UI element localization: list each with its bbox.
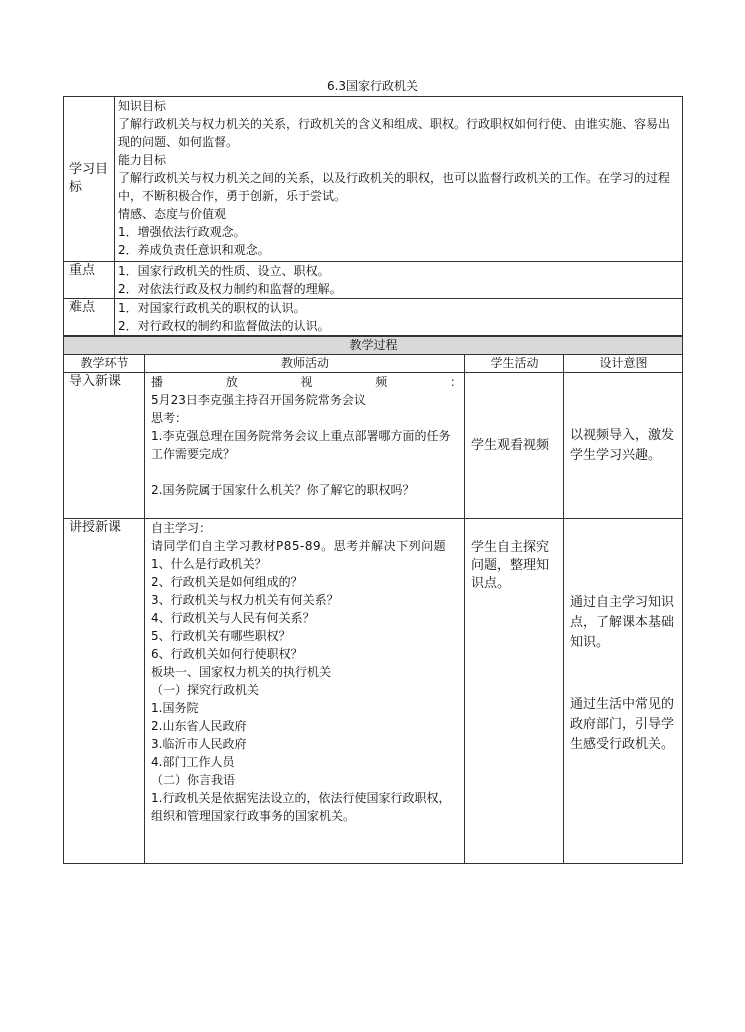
key-point-line: 1．国家行政机关的性质、设立、职权。 [118, 264, 330, 278]
student-line: 学生观看视频 [471, 437, 550, 453]
objective-line: 知识目标 [118, 99, 167, 113]
header-teacher: 教师活动 [145, 355, 465, 373]
objective-line: 了解行政机关与权力机关之间的关系，以及行政机关的职权，也可以监督行政机关的工作。在学习的过程中，不断积极合作，勇于创新，乐于尝试。 [118, 171, 671, 203]
stage-cell: 导入新课 [64, 373, 145, 519]
teacher-line [151, 463, 462, 481]
objective-line: 情感、态度与价值观 [118, 207, 227, 221]
teacher-line: 3.临沂市人民政府 [151, 737, 247, 751]
teacher-line: 播放视频： [151, 375, 462, 389]
objectives-content [115, 97, 683, 262]
teacher-line: 2.山东省人民政府 [151, 719, 247, 733]
header-intent: 设计意图 [564, 355, 683, 373]
intent-line: 通过生活中常见的政府部门，引导学生感受行政机关。 [570, 697, 675, 752]
objective-line: 1．增强依法行政观念。 [118, 225, 246, 239]
teacher-line: 1.李克强总理在国务院常务会议上重点部署哪方面的任务工作需要完成？ [151, 429, 451, 461]
student-line: 学生自主探究问题，整理知识点。 [471, 540, 550, 591]
intent-line: 以视频导入，激发学生学习兴趣。 [570, 427, 675, 463]
objectives-table [63, 96, 683, 336]
key-point-line: 2．对依法行政及权力制约和监督的理解。 [118, 282, 342, 296]
process-table [63, 336, 683, 864]
objective-line: 2．养成负责任意识和观念。 [118, 243, 270, 257]
teacher-activity-cell [145, 519, 465, 864]
teacher-line: 4、行政机关与人民有何关系？ [151, 611, 315, 625]
difficulty-line: 1．对国家行政机关的职权的认识。 [118, 301, 306, 315]
table-row [64, 519, 683, 864]
teacher-line: 4.部门工作人员 [151, 755, 235, 769]
teacher-line: 1.行政机关是依据宪法设立的，依法行使国家行政职权，组织和管理国家行政事务的国家机关。 [151, 791, 451, 823]
teacher-line: 2、行政机关是如何组成的？ [151, 575, 303, 589]
document-title: 6.3国家行政机关 [326, 79, 419, 93]
teacher-line: 板块一、国家权力机关的执行机关 [151, 665, 332, 679]
teacher-line: 5月23日李克强主持召开国务院常务会议 [151, 393, 366, 407]
student-activity-cell [465, 519, 564, 864]
process-section-title: 教学过程 [64, 337, 683, 355]
intent-cell [564, 519, 683, 864]
difficulties-content [115, 299, 683, 336]
teacher-line: 1、什么是行政机关？ [151, 557, 267, 571]
key-points-label: 重点 [64, 262, 115, 299]
intent-cell [564, 373, 683, 519]
teacher-line: 请同学们自主学习教材P85-89。思考并解决下列问题 [151, 539, 447, 553]
objectives-label: 学习目标 [64, 97, 115, 262]
teacher-line: （一）探究行政机关 [151, 683, 260, 697]
teacher-line: 2.国务院属于国家什么机关？你了解它的职权吗？ [151, 483, 415, 497]
teacher-line: （二）你言我语 [151, 773, 236, 787]
intent-line: 通过自主学习知识点，了解课本基础知识。 [570, 595, 675, 650]
stage-cell: 讲授新课 [64, 519, 145, 864]
teacher-line: 6、行政机关如何行使职权？ [151, 647, 303, 661]
teacher-activity-cell [145, 373, 465, 519]
table-row [64, 373, 683, 519]
header-student: 学生活动 [465, 355, 564, 373]
difficulties-label: 难点 [64, 299, 115, 336]
objective-line: 了解行政机关与权力机关的关系，行政机关的含义和组成、职权。行政职权如何行使、由谁实施、容易出现的问题、如何监督。 [118, 117, 671, 149]
header-stage: 教学环节 [64, 355, 145, 373]
key-points-content [115, 262, 683, 299]
teacher-line: 思考： [151, 411, 188, 425]
teacher-line: 5、行政机关有哪些职权？ [151, 629, 291, 643]
teacher-line: 自主学习： [151, 521, 212, 535]
student-activity-cell [465, 373, 564, 519]
difficulty-line: 2．对行政权的制约和监督做法的认识。 [118, 319, 330, 333]
objective-line: 能力目标 [118, 153, 167, 167]
teacher-line: 1.国务院 [151, 701, 199, 715]
teacher-line: 3、行政机关与权力机关有何关系？ [151, 593, 339, 607]
